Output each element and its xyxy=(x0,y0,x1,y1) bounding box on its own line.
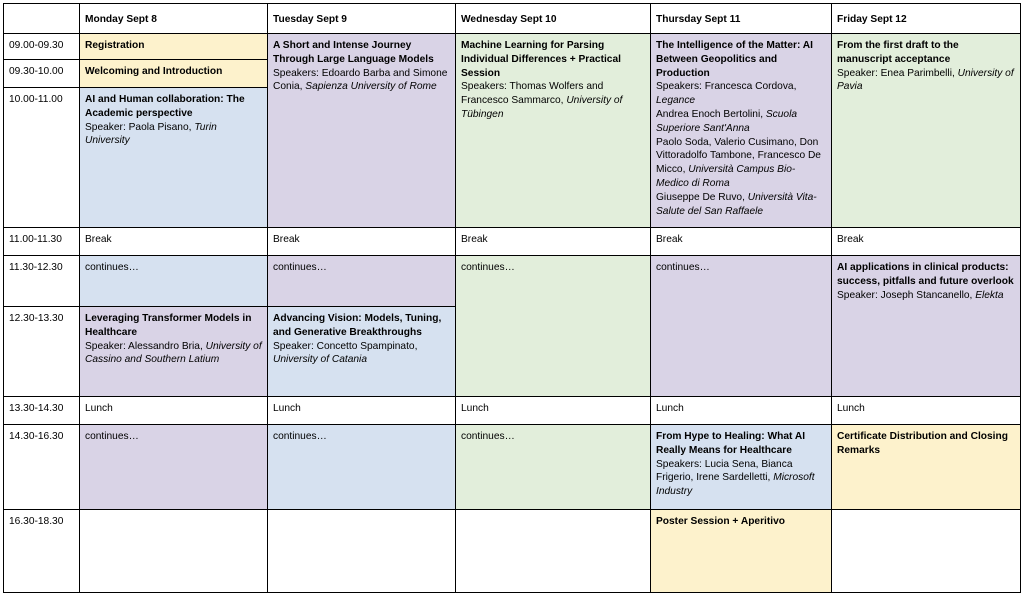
mon-registration: Registration xyxy=(79,33,268,60)
session-affiliation: Università Vita-Salute del San Raffaele xyxy=(656,191,817,217)
session-affiliation: University of Cassino and Southern Latium xyxy=(85,340,262,366)
mon-empty xyxy=(79,509,268,593)
fri-empty xyxy=(831,509,1021,593)
fri-session-1 xyxy=(831,33,1021,228)
session-affiliation: Turin University xyxy=(85,121,217,147)
tue-empty xyxy=(267,509,456,593)
thu-poster-session: Poster Session + Aperitivo xyxy=(650,509,832,593)
tue-continues-1: continues… xyxy=(267,255,456,307)
time-slot: 11.30-12.30 xyxy=(3,255,80,307)
wed-continues-1: continues… xyxy=(455,255,651,397)
time-slot: 11.00-11.30 xyxy=(3,227,80,256)
mon-continues-1: continues… xyxy=(79,255,268,307)
session-title: AI applications in clinical products: success, pitfalls and future overlook xyxy=(837,262,1014,287)
time-slot: 10.00-11.00 xyxy=(3,87,80,228)
thu-session-2 xyxy=(650,424,832,510)
session-affiliation: Microsoft Industry xyxy=(656,472,815,498)
session-speaker: Speakers: Francesca Cordova, xyxy=(656,81,797,93)
header-monday: Monday Sept 8 xyxy=(79,3,268,34)
session-speaker: Speaker: Alessandro Bria, xyxy=(85,340,206,352)
wed-break: Break xyxy=(455,227,651,256)
header-friday: Friday Sept 12 xyxy=(831,3,1021,34)
session-title: From the first draft to the manuscript acceptance xyxy=(837,40,959,65)
session-affiliation: Elekta xyxy=(975,289,1004,301)
tue-break: Break xyxy=(267,227,456,256)
wed-lunch: Lunch xyxy=(455,396,651,425)
session-speaker: Speakers: Edoardo Barba and Simone Conia, xyxy=(273,67,448,93)
session-speaker: Speaker: Enea Parimbelli, xyxy=(837,67,958,79)
session-speaker: Speaker: Concetto Spampinato, xyxy=(273,340,418,352)
mon-welcome: Welcoming and Introduction xyxy=(79,59,268,88)
fri-lunch: Lunch xyxy=(831,396,1021,425)
tue-session-1 xyxy=(267,33,456,228)
mon-session-1 xyxy=(79,87,268,228)
thu-lunch: Lunch xyxy=(650,396,832,425)
session-title: Leveraging Transformer Models in Healthcare xyxy=(85,313,252,338)
time-slot: 09.30-10.00 xyxy=(3,59,80,88)
time-slot: 14.30-16.30 xyxy=(3,424,80,510)
session-affiliation: Sapienza University of Rome xyxy=(305,81,437,93)
header-thursday: Thursday Sept 11 xyxy=(650,3,832,34)
time-slot: 09.00-09.30 xyxy=(3,33,80,60)
corner-cell xyxy=(3,3,80,34)
header-wednesday: Wednesday Sept 10 xyxy=(455,3,651,34)
fri-break: Break xyxy=(831,227,1021,256)
header-tuesday: Tuesday Sept 9 xyxy=(267,3,456,34)
session-speaker: Speaker: Joseph Stancanello, xyxy=(837,289,976,301)
session-title: Advancing Vision: Models, Tuning, and Generative Breakthroughs xyxy=(273,313,442,338)
session-speaker: Giuseppe De Ruvo, xyxy=(656,191,748,203)
session-affiliation: Scuola Superiore Sant'Anna xyxy=(656,108,798,134)
session-speaker: Paolo Soda, Valerio Cusimano, Don Vittoradolfo Tambone, Francesco De Micco, xyxy=(656,136,821,176)
thu-session-1 xyxy=(650,33,832,228)
session-title: A Short and Intense Journey Through Large Language Models xyxy=(273,40,434,65)
mon-session-2 xyxy=(79,306,268,397)
thu-break: Break xyxy=(650,227,832,256)
session-title: AI and Human collaboration: The Academic perspective xyxy=(85,94,245,119)
session-title: The Intelligence of the Matter: AI Between Geopolitics and Production xyxy=(656,40,813,79)
session-title: Machine Learning for Parsing Individual Differences + Practical Session xyxy=(461,40,621,79)
time-slot: 12.30-13.30 xyxy=(3,306,80,397)
tue-continues-2: continues… xyxy=(267,424,456,510)
session-affiliation: University of Catania xyxy=(273,354,367,366)
tue-session-2 xyxy=(267,306,456,397)
time-slot: 16.30-18.30 xyxy=(3,509,80,593)
tue-lunch: Lunch xyxy=(267,396,456,425)
session-affiliation: Legance xyxy=(656,95,696,107)
session-speaker: Andrea Enoch Bertolini, xyxy=(656,108,766,120)
mon-continues-2: continues… xyxy=(79,424,268,510)
wed-empty xyxy=(455,509,651,593)
session-speaker: Speakers: Thomas Wolfers and Francesco Sammarco, xyxy=(461,81,604,107)
wed-session-1 xyxy=(455,33,651,228)
session-affiliation: University of Tübingen xyxy=(461,95,623,120)
fri-session-2 xyxy=(831,255,1021,397)
fri-closing: Certificate Distribution and Closing Remarks xyxy=(831,424,1021,510)
mon-break: Break xyxy=(79,227,268,256)
session-title: From Hype to Healing: What AI Really Means for Healthcare xyxy=(656,431,806,456)
session-speaker: Speakers: Lucia Sena, Bianca Frigerio, Irene Sardelletti, xyxy=(656,458,793,484)
session-speaker: Speaker: Paola Pisano, xyxy=(85,121,195,133)
mon-lunch: Lunch xyxy=(79,396,268,425)
time-slot: 13.30-14.30 xyxy=(3,396,80,425)
session-affiliation: Università Campus Bio-Medico di Roma xyxy=(656,164,796,189)
session-affiliation: University of Pavia xyxy=(837,67,1014,93)
thu-continues-1: continues… xyxy=(650,255,832,397)
wed-continues-2: continues… xyxy=(455,424,651,510)
